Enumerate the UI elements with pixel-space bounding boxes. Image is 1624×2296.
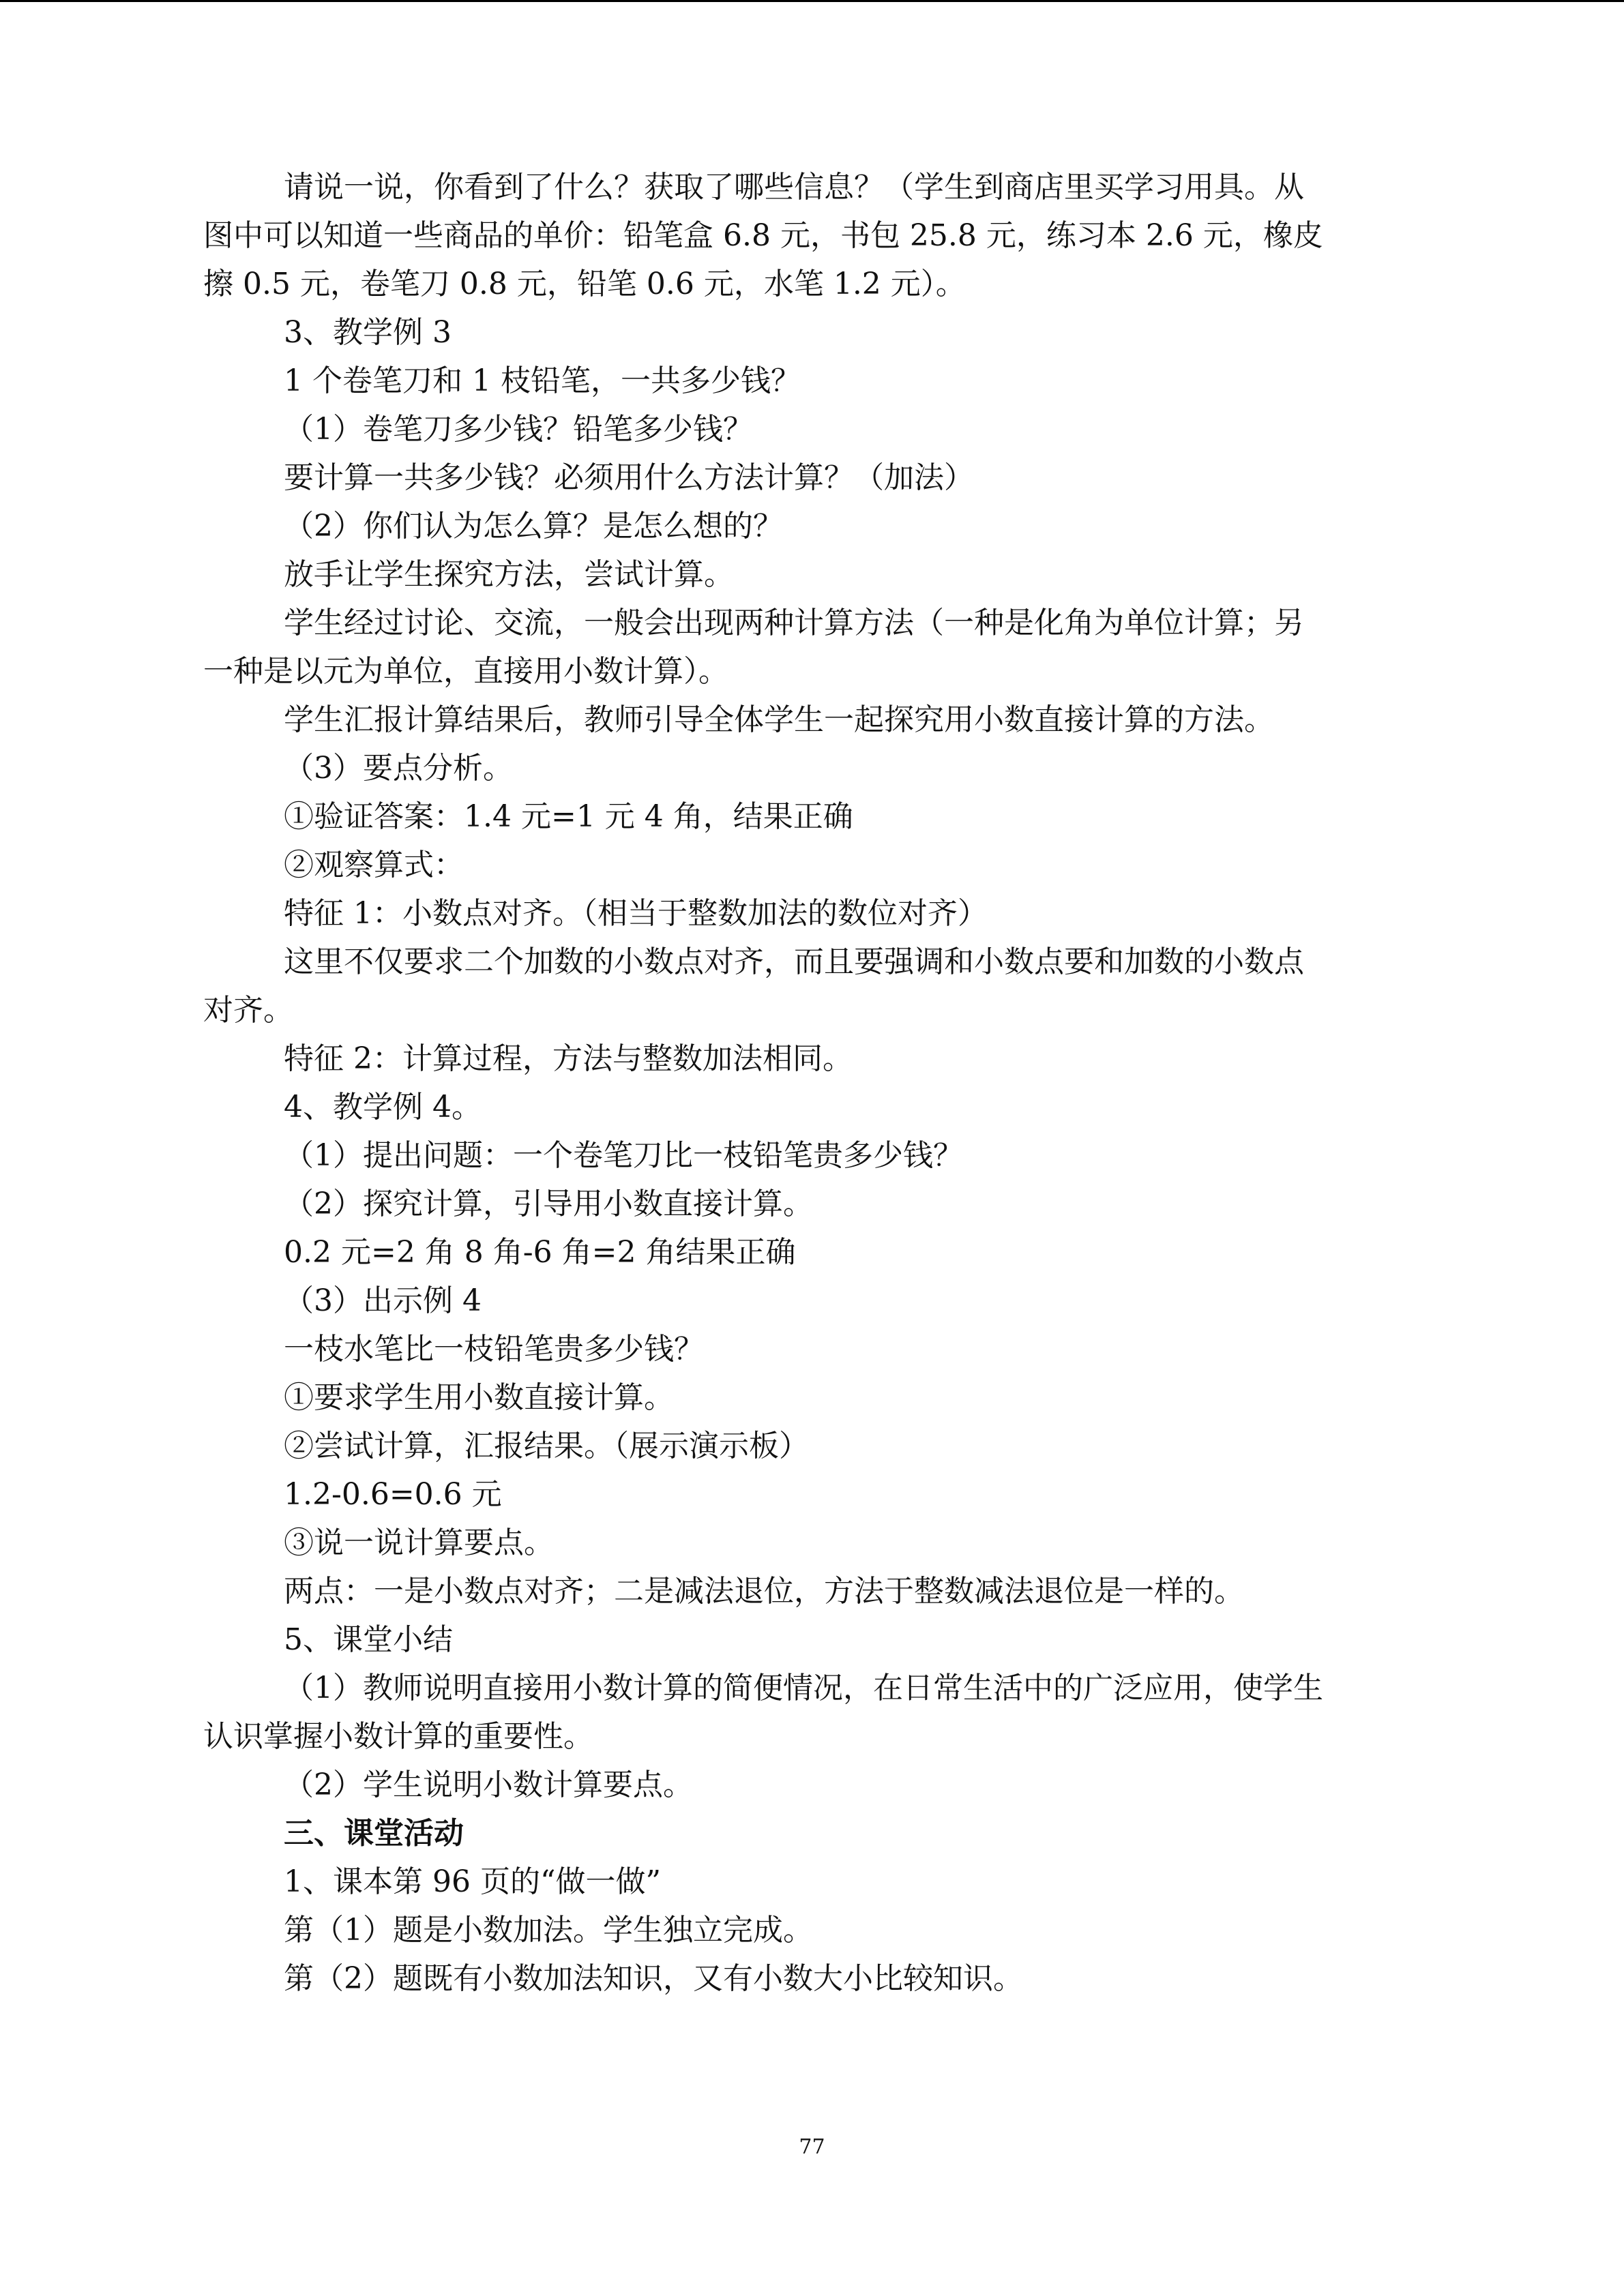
text-line: 3、教学例 3 [284,315,452,350]
text-line: 两点：一是小数点对齐；二是减法退位，方法于整数减法退位是一样的。 [284,1574,1244,1609]
text-line: （1）卷笔刀多少钱？铅笔多少钱？ [284,412,753,447]
text-line: 1.2-0.6=0.6 元 [284,1477,502,1512]
page-number: 77 [799,2135,825,2159]
text-line: 1、课本第 96 页的“做一做” [284,1864,661,1899]
text-line: （3）出示例 4 [284,1283,482,1318]
text-line: 特征 2：计算过程，方法与整数加法相同。 [284,1041,853,1076]
text-line: 一种是以元为单位，直接用小数计算）。 [203,654,728,689]
text-line: 特征 1：小数点对齐。（相当于整数加法的数位对齐） [284,896,988,931]
text-line: 要计算一共多少钱？必须用什么方法计算？（加法） [284,460,974,495]
text-line: 这里不仅要求二个加数的小数点对齐，而且要强调和小数点要和加数的小数点 [284,944,1304,979]
text-line: 第（2）题既有小数加法知识，又有小数大小比较知识。 [284,1961,1023,1996]
text-line: （1）教师说明直接用小数计算的简便情况，在日常生活中的广泛应用，使学生 [284,1671,1323,1705]
text-line: 学生汇报计算结果后，教师引导全体学生一起探究用小数直接计算的方法。 [284,702,1274,737]
text-line: 一枝水笔比一枝铅笔贵多少钱？ [284,1332,704,1367]
text-line: 认识掌握小数计算的重要性。 [203,1719,593,1754]
text-line: 对齐。 [203,993,293,1028]
text-line: 5、课堂小结 [284,1622,453,1657]
text-line: 放手让学生探究方法，尝试计算。 [284,557,734,592]
text-line: （2）探究计算，引导用小数直接计算。 [284,1187,813,1221]
text-line: 0.2 元=2 角 8 角-6 角=2 角结果正确 [284,1235,796,1270]
text-line: ②尝试计算，汇报结果。（展示演示板） [284,1429,809,1463]
text-line: （1）提出问题：一个卷笔刀比一枝铅笔贵多少钱？ [284,1138,963,1173]
text-line: （3）要点分析。 [284,751,513,786]
text-line: （2）你们认为怎么算？是怎么想的？ [284,509,783,543]
text-line: 学生经过讨论、交流，一般会出现两种计算方法（一种是化角为单位计算；另 [284,606,1304,640]
text-line: ③说一说计算要点。 [284,1525,554,1560]
text-line: 第（1）题是小数加法。学生独立完成。 [284,1913,813,1948]
text-line: 擦 0.5 元，卷笔刀 0.8 元，铅笔 0.6 元，水笔 1.2 元）。 [203,267,966,301]
document-body [203,163,1431,2003]
text-line: 图中可以知道一些商品的单价：铅笔盒 6.8 元，书包 25.8 元，练习本 2.6 元，橡皮 [203,218,1323,253]
text-line: 1 个卷笔刀和 1 枝铅笔，一共多少钱？ [284,363,801,398]
section-heading: 三、课堂活动 [284,1816,464,1851]
text-line: ②观察算式： [284,848,464,882]
text-line: ①验证答案：1.4 元=1 元 4 角，结果正确 [284,799,853,834]
text-line: ①要求学生用小数直接计算。 [284,1380,674,1415]
text-line: 请说一说，你看到了什么？获取了哪些信息？（学生到商店里买学习用具。从 [284,170,1304,205]
text-line: 4、教学例 4。 [284,1090,482,1124]
text-line: （2）学生说明小数计算要点。 [284,1768,693,1802]
